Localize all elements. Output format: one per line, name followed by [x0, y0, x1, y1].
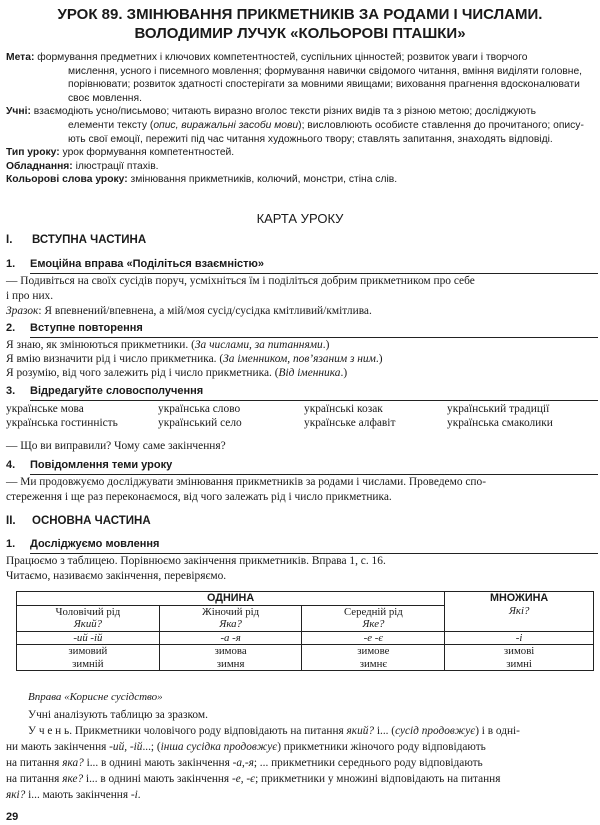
phrase-item: український село	[158, 417, 242, 429]
page-number: 29	[6, 811, 19, 823]
phrase-item: українська гостинність	[6, 417, 118, 429]
intro-step-3-heading: 3. Відредагуйте словосполучення	[6, 385, 204, 397]
plural-question: Які?	[508, 604, 530, 617]
ending-cell: -ий -ій	[17, 631, 160, 645]
main-step-1-heading: 1. Досліджуємо мовлення	[6, 538, 160, 550]
pupils-text: ють свої емоції, пережиті під час читання художнього твору; ставлять запитання, знаходять відповіді.	[68, 133, 553, 145]
heading-underline	[30, 474, 598, 475]
paragraph: і про них.	[6, 290, 54, 302]
singular-header: ОДНИНА	[17, 592, 445, 606]
heading-underline	[30, 273, 598, 274]
question-line: — Що ви виправили? Чому саме закінчення?	[6, 440, 226, 452]
color-words-value: змінювання прикметників, колючий, монстри, стіна слів.	[130, 174, 398, 186]
ending-cell: -і	[445, 631, 594, 645]
intro-step-4-heading: 4. Повідомлення теми уроку	[6, 459, 173, 471]
paragraph: — Ми продовжуємо досліджувати змінювання прикметників за родами і числами. Проведемо спо-	[6, 476, 486, 488]
paragraph: які? і... мають закінчення -і.	[6, 789, 141, 801]
example-cell: зимові зимні	[445, 645, 594, 671]
paragraph: Працюємо з таблицею. Порівнюємо закінчення прикметників. Вправа 1, с. 16.	[6, 555, 386, 567]
plural-header-cell	[445, 592, 594, 632]
phrase-item: українська слово	[158, 403, 241, 415]
example-cell: зимова зимня	[159, 645, 302, 671]
paragraph: Читаємо, називаємо закінчення, перевіряємо.	[6, 570, 227, 582]
goal-text: формування предметних і ключових компетентностей, суспільних цінностей; розвиток уваги і творчого	[37, 52, 528, 63]
intro-step-1-heading: 1. Емоційна вправа «Поділіться взаємністю»	[6, 258, 265, 270]
paragraph: Учні аналізують таблицю за зразком.	[28, 709, 208, 721]
example-cell: зимовий зимній	[17, 645, 160, 671]
paragraph: на питання яке? і... в однині мають закінчення -е, -є; прикметники у множині відповідають на питання	[6, 773, 501, 785]
neuter-header: Середній рід Яке?	[302, 605, 445, 631]
heading-underline	[30, 400, 598, 401]
masculine-header: Чоловічий рід Який?	[17, 605, 160, 631]
phrase-item: українські козак	[304, 403, 383, 415]
goal-text: мислення, усного і писемного мовлення; формування навички свідомого читання, вміння виділяти головне,	[68, 65, 583, 77]
phrase-item: український традиції	[447, 403, 550, 415]
paragraph: Я знаю, як змінюються прикметники. (За числами, за питаннями.)	[6, 339, 330, 351]
goal-label: Мета:	[6, 52, 35, 63]
endings-table	[16, 591, 594, 671]
equipment-label: Обладнання:	[6, 160, 73, 172]
pupils-text: взаємодіють усно/письмово; читають виразно вголос тексти різних видів та з різною метою; досліджують	[33, 106, 536, 118]
heading-underline	[30, 553, 598, 554]
intro-step-2-heading: 2. Вступне повторення	[6, 322, 143, 334]
section-intro-heading: I. ВСТУПНА ЧАСТИНА	[6, 234, 147, 246]
lesson-map-heading: КАРТА УРОКУ	[256, 211, 344, 226]
paragraph: Я вмію визначити рід і число прикметника. (За іменником, пов’язаним з ним.)	[6, 353, 383, 365]
paragraph: Я розумію, від чого залежить рід і число прикметника. (Від іменника.)	[6, 367, 348, 379]
pupils-label: Учні:	[6, 106, 31, 118]
phrase-item: українське алфавіт	[304, 417, 396, 429]
feminine-header: Жіночий рід Яка?	[159, 605, 302, 631]
paragraph: на питання яка? і... в однині мають закінчення -а,-я; ... прикметники середнього роду відповідають	[6, 757, 483, 769]
paragraph: У ч е н ь. Прикметники чоловічого роду відповідають на питання який? і... (сусід продовжує) і в одні-	[28, 725, 520, 737]
paragraph: ни мають закінчення -ий, -ій...; (інша сусідка продовжує) прикметники жіночого роду відповідають	[6, 741, 486, 753]
section-main-heading: II. ОСНОВНА ЧАСТИНА	[6, 515, 151, 527]
exercise-title: Вправа «Корисне сусідство»	[28, 691, 163, 703]
plural-header: МНОЖИНА	[490, 592, 549, 604]
goal-text: своє мовлення.	[68, 92, 142, 104]
color-words-label: Кольорові слова уроку:	[6, 174, 128, 186]
lesson-type-value: урок формування компетентностей.	[62, 147, 235, 159]
phrase-item: українська смаколики	[447, 417, 553, 429]
sample-line: Зразок: Я впевнений/впевнена, а мій/моя сусід/сусідка кмітливий/кмітлива.	[6, 305, 372, 317]
pupils-text: елементи тексту (опис, виражальні засоби мови); висловлюють особисте ставлення до прочитаного; опису-	[68, 119, 584, 131]
goal-text: порівнювати; розвиток здатності спостерігати за мовними явищами; виховання прагнення вдосконалювати	[68, 79, 580, 91]
lesson-type-label: Тип уроку:	[6, 147, 60, 159]
heading-underline	[30, 337, 598, 338]
lesson-meta	[6, 51, 592, 187]
lesson-title-line-2: ВОЛОДИМИР ЛУЧУК «КОЛЬОРОВІ ПТАШКИ»	[134, 25, 466, 42]
ending-cell: -е -є	[302, 631, 445, 645]
ending-cell: -а -я	[159, 631, 302, 645]
example-cell: зимове зимнє	[302, 645, 445, 671]
phrase-item: українське мова	[6, 403, 84, 415]
paragraph: стереження і ще раз переконаємося, від чого залежать рід і число прикметника.	[6, 491, 392, 503]
paragraph: — Подивіться на своїх сусідів поруч, усміхніться їм і поділіться добрим прикметником про себе	[6, 275, 475, 287]
lesson-title-line-1: УРОК 89. ЗМІНЮВАННЯ ПРИКМЕТНИКІВ ЗА РОДАМИ І ЧИСЛАМИ.	[57, 6, 543, 23]
equipment-value: ілюстрації птахів.	[75, 160, 159, 172]
